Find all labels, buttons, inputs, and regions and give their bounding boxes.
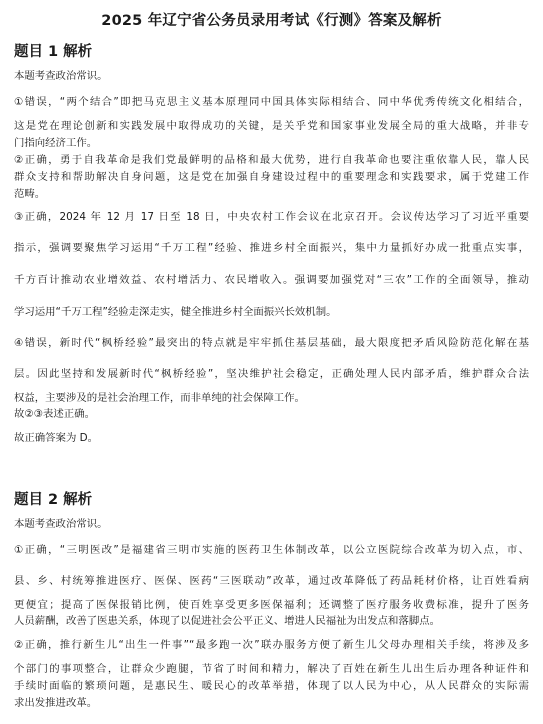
q1-line-2: ①错误，“两个结合”即把马克思主义基本原理同中国具体实际相结合、同中华优秀传统文化相结合， [14, 96, 529, 108]
section-heading-q1: 题目 1 解析 [14, 44, 93, 60]
q2-line-3: 县、乡、村统筹推进医疗、医保、医药“三医联动”改革，通过改革降低了药品耗材价格，让百姓看病 [14, 575, 529, 587]
q2-line-5: 人员薪酬，改善了医患关系，体现了以促进社会公平正义、增进人民福祉为出发点和落脚点。 [14, 615, 441, 627]
q1-line-8: ③正确，2024 年 12 月 17 日至 18 日，中央农村工作会议在北京召开。会议传达学习了习近平重要 [14, 211, 529, 223]
q1-line-5: ②正确，勇于自我革命是我们党最鲜明的品格和最大优势，进行自我革命也要注重依靠人民，靠人民 [14, 154, 529, 166]
q1-line-6: 群众支持和帮助解决自身问题，这是党在加强自身建设过程中的重要理念和实践要求，属于党建工作 [14, 171, 529, 183]
q2-line-9: 求出发推进改革。 [14, 697, 98, 709]
document-title: 2025 年辽宁省公务员录用考试《行测》答案及解析 [101, 13, 442, 29]
q1-line-9: 指示，强调要聚焦学习运用“千万工程”经验、推进乡村全面振兴，集中力量抓好办成一批重点实事， [14, 242, 529, 254]
section-heading-q2: 题目 2 解析 [14, 492, 93, 508]
q1-line-12: ④错误，新时代“枫桥经验”最突出的特点就是牢牢抓住基层基础，最大限度把矛盾风险防范化解在基 [14, 337, 529, 349]
q1-line-13: 层。因此坚持和发展新时代“枫桥经验”，坚决维护社会稳定，正确处理人民内部矛盾，维护群众合法 [14, 368, 529, 380]
q2-line-2: ①正确，“三明医改”是福建省三明市实施的医药卫生体制改革，以公立医院综合改革为切入点，市、 [14, 544, 529, 556]
q2-line-6: ②正确，推行新生儿“出生一件事”“最多跑一次”联办服务方便了新生儿父母办理相关手续，将涉及多 [14, 639, 529, 651]
q1-line-1: 本题考查政治常识。 [14, 70, 108, 82]
q1-line-7: 范畴。 [14, 188, 46, 200]
q2-line-8: 手续时面临的繁琐问题，是惠民生、暖民心的改革举措，体现了以人民为中心，从人民群众的实际需 [14, 680, 529, 692]
q1-line-14: 权益，主要涉及的是社会治理工作，而非单纯的社会保障工作。 [14, 392, 305, 404]
q1-line-4: 门指向经济工作。 [14, 137, 98, 149]
q2-line-4: 更便宜；提高了医保报销比例，使百姓享受更多医保福利；还调整了医疗服务收费标准，提升了医务 [14, 599, 529, 611]
q1-line-10: 千方百计推动农业增效益、农村增活力、农民增收入。强调要加强党对“三农”工作的全面领导，推动 [14, 274, 529, 286]
q1-line-15: 故②③表述正确。 [14, 408, 95, 420]
q2-line-1: 本题考查政治常识。 [14, 518, 108, 530]
q2-line-7: 个部门的事项整合，让群众少跑腿，节省了时间和精力，解决了百姓在新生儿出生后办理各种证件和 [14, 663, 529, 675]
q1-line-11: 学习运用“千万工程”经验走深走实，健全推进乡村全面振兴长效机制。 [14, 306, 337, 318]
q1-line-3: 这是党在理论创新和实践发展中取得成功的关键，是关乎党和国家事业发展全局的重大战略，并非专 [14, 120, 529, 132]
q1-answer: 故正确答案为 D。 [14, 432, 99, 444]
